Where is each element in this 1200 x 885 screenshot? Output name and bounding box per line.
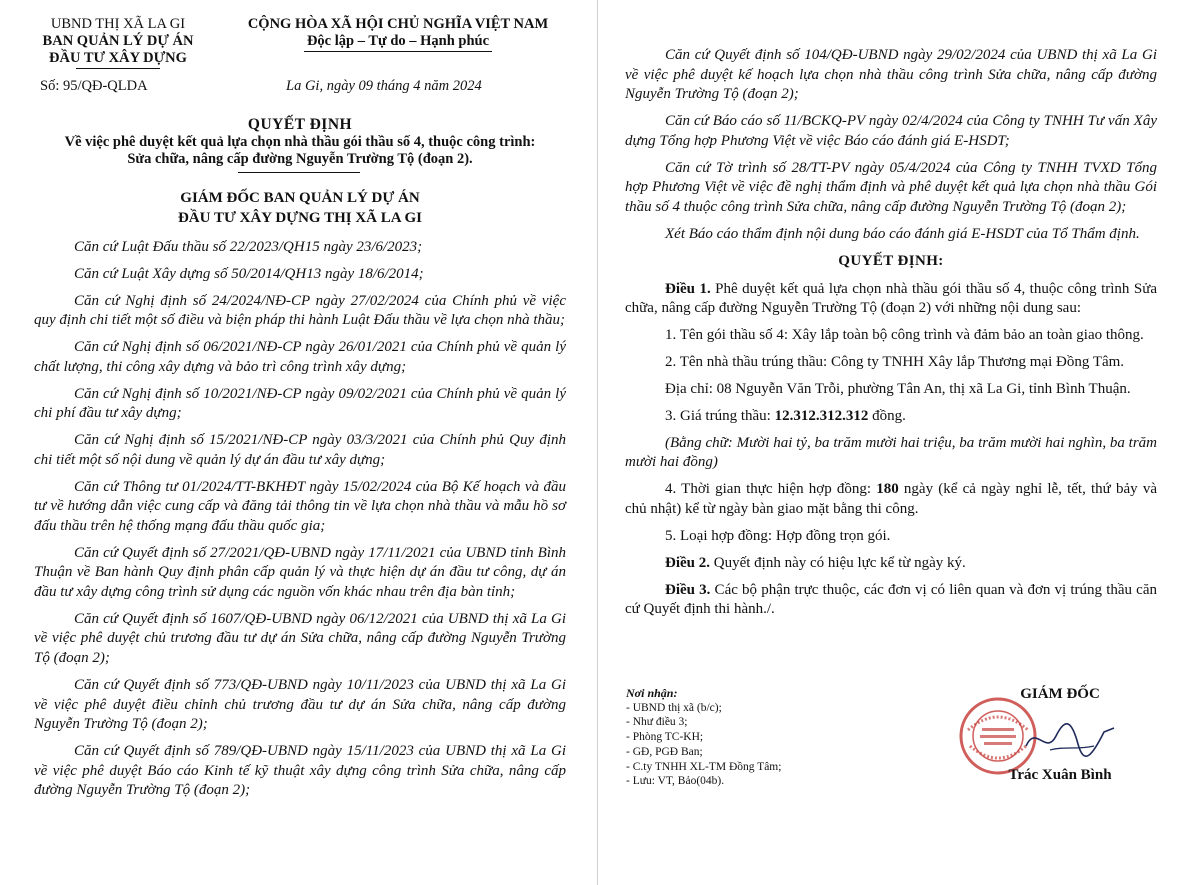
issuing-organization bbox=[28, 16, 208, 69]
legal-basis: Căn cứ Báo cáo số 11/BCKQ-PV ngày 02/4/2024 của Công ty TNHH Tư vấn Xây dựng Tổng hợp Phương Việt về việc Báo cáo đánh giá E-HSDT; bbox=[625, 113, 1157, 149]
item-contract-type: 5. Loại hợp đồng: Hợp đồng trọn gói. bbox=[665, 527, 891, 544]
org-line-3: ĐẦU TƯ XÂY DỰNG bbox=[49, 50, 187, 66]
article-1 bbox=[625, 280, 1157, 319]
recipient-item: - Lưu: VT, Bảo(04b). bbox=[626, 775, 725, 788]
subject-line-1: Về việc phê duyệt kết quả lựa chọn nhà thầu gói thầu số 4, thuộc công trình: bbox=[64, 134, 536, 150]
article-2-text: Quyết định này có hiệu lực kể từ ngày ký. bbox=[710, 554, 966, 571]
authority-line-1: GIÁM ĐỐC BAN QUẢN LÝ DỰ ÁN bbox=[180, 190, 420, 206]
legal-basis: Căn cứ Thông tư 01/2024/TT-BKHĐT ngày 15/02/2024 của Bộ Kế hoạch và đầu tư về hướng dẫn việc cung cấp và đăng tải thông tin về lựa chọn nhà thầu và mẫu hồ sơ đấu thầu trên hệ thống mạng đấu thầu quốc gia; bbox=[34, 478, 566, 534]
nation-motto: Độc lập – Tự do – Hạnh phúc bbox=[306, 33, 490, 49]
duration-text: ngày (kể cả ngày nghỉ lễ, tết, thứ bảy và chủ nhật) kể từ ngày bàn giao mặt bằng thi công. bbox=[625, 481, 1157, 517]
title-underline bbox=[238, 172, 360, 173]
signer-name: Trác Xuân Bình bbox=[1008, 767, 1112, 783]
price-value: 12.312.312.312 bbox=[774, 407, 869, 424]
article-1-text: Phê duyệt kết quả lựa chọn nhà thầu gói thầu số 4, thuộc công trình Sửa chữa, nâng cấp đường Nguyễn Trường Tộ (đoạn 2) với những nội dung sau: bbox=[625, 280, 1157, 317]
recipient-item: - UBND thị xã (b/c); bbox=[626, 701, 722, 714]
legal-basis: Căn cứ Quyết định số 27/2021/QĐ-UBND ngày 17/11/2021 của UBND tỉnh Bình Thuận về Ban hành Quy định phân cấp quản lý và thực hiện dự án đầu tư công, dự án đầu tư xây dựng công trình sử dụng các nguồn vốn khác nhau trên địa bàn tỉnh; bbox=[34, 544, 566, 600]
authority-line-2: ĐẦU TƯ XÂY DỰNG THỊ XÃ LA GI bbox=[177, 210, 423, 226]
document-page-left bbox=[0, 0, 596, 885]
recipient-item: - Phòng TC-KH; bbox=[626, 731, 704, 744]
legal-basis: Căn cứ Nghị định số 24/2024/NĐ-CP ngày 27/02/2024 của Chính phủ về việc quy định chi tiết một số điều và biện pháp thi hành Luật Đấu thầu về lựa chọn nhà thầu; bbox=[34, 292, 566, 329]
price-label: 3. Giá trúng thầu: bbox=[665, 407, 775, 424]
recipients-list bbox=[626, 686, 886, 789]
article-3 bbox=[625, 581, 1157, 620]
signer-role: GIÁM ĐỐC bbox=[1020, 686, 1100, 702]
recipient-item: - Như điều 3; bbox=[626, 716, 688, 729]
decision-body bbox=[625, 46, 1157, 627]
consideration: Xét Báo cáo thẩm định nội dung báo cáo đánh giá E-HSDT của Tổ Thẩm định. bbox=[665, 225, 1140, 242]
legal-basis: Căn cứ Quyết định số 773/QĐ-UBND ngày 10/11/2023 của UBND thị xã La Gi về việc phê duyệt điều chỉnh chủ trương đầu tư dự án Sửa chữa, nâng cấp đường Nguyễn Trường Tộ (đoạn 2); bbox=[34, 676, 566, 733]
article-3-label: Điều 3. bbox=[665, 581, 711, 598]
legal-bases-left bbox=[34, 238, 566, 808]
motto-underline bbox=[304, 51, 492, 52]
item-contract-duration bbox=[625, 480, 1157, 519]
item-winning-price bbox=[625, 407, 1157, 427]
legal-basis: Căn cứ Quyết định số 789/QĐ-UBND ngày 15/11/2023 của UBND thị xã La Gi về việc phê duyệt Báo cáo Kinh tế kỹ thuật xây dựng công trình Sửa chữa, nâng cấp đường Nguyễn Trường Tộ (đoạn 2); bbox=[34, 743, 566, 799]
legal-basis: Căn cứ Luật Đấu thầu số 22/2023/QH15 ngày 23/6/2023; bbox=[74, 239, 423, 255]
legal-basis: Căn cứ Quyết định số 104/QĐ-UBND ngày 29/02/2024 của UBND thị xã La Gi về việc phê duyệt kế hoạch lựa chọn nhà thầu công trình Sửa chữa, nâng cấp đường Nguyễn Trường Tộ (đoạn 2); bbox=[625, 47, 1157, 103]
nation-title: CỘNG HÒA XÃ HỘI CHỦ NGHĨA VIỆT NAM bbox=[247, 16, 549, 32]
national-motto bbox=[214, 16, 582, 52]
item-package-name: 1. Tên gói thầu số 4: Xây lắp toàn bộ công trình và đảm bảo an toàn giao thông. bbox=[665, 327, 1144, 344]
article-2 bbox=[625, 554, 1157, 574]
legal-basis: Căn cứ Quyết định số 1607/QĐ-UBND ngày 06/12/2021 của UBND thị xã La Gi về việc phê duyệt chủ trương đầu tư dự án Sửa chữa, nâng cấp đường Nguyễn Trường Tộ (đoạn 2); bbox=[34, 610, 566, 667]
legal-basis: Căn cứ Nghị định số 10/2021/NĐ-CP ngày 09/02/2021 của Chính phủ về quản lý chi phí đầu tư xây dựng; bbox=[34, 385, 566, 422]
legal-basis: Căn cứ Nghị định số 15/2021/NĐ-CP ngày 03/3/2021 của Chính phủ Quy định chi tiết một số nội dung về quản lý dự án đầu tư xây dựng; bbox=[34, 432, 566, 468]
document-date: La Gi, ngày 09 tháng 4 năm 2024 bbox=[286, 78, 482, 94]
recipients-heading: Nơi nhận: bbox=[626, 686, 678, 700]
document-number: Số: 95/QĐ-QLDA bbox=[40, 78, 148, 94]
page-divider bbox=[597, 0, 598, 885]
item-winning-contractor: 2. Tên nhà thầu trúng thầu: Công ty TNHH Xây lắp Thương mại Đồng Tâm. bbox=[665, 354, 1125, 371]
document-kind: QUYẾT ĐỊNH bbox=[247, 116, 353, 133]
price-unit: đồng. bbox=[868, 407, 906, 424]
duration-label: 4. Thời gian thực hiện hợp đồng: bbox=[665, 481, 877, 498]
article-3-text: Các bộ phận trực thuộc, các đơn vị có liên quan và đơn vị trúng thầu căn cứ Quyết định thi hành./. bbox=[625, 581, 1157, 618]
article-2-label: Điều 2. bbox=[665, 554, 710, 571]
legal-basis: Căn cứ Nghị định số 06/2021/NĐ-CP ngày 26/01/2021 của Chính phủ về quản lý chất lượng, thi công xây dựng và bảo trì công trình xây dựng; bbox=[34, 339, 566, 375]
price-in-words: (Bằng chữ: Mười hai tỷ, ba trăm mười hai triệu, ba trăm mười hai nghìn, ba trăm mười hai đồng) bbox=[625, 434, 1157, 471]
org-line-2: BAN QUẢN LÝ DỰ ÁN bbox=[42, 33, 194, 49]
subject-line-2: Sửa chữa, nâng cấp đường Nguyễn Trường Tộ (đoạn 2). bbox=[127, 151, 473, 167]
org-line-1: UBND THỊ XÃ LA GI bbox=[50, 16, 186, 32]
duration-value: 180 bbox=[876, 481, 899, 498]
legal-basis: Căn cứ Tờ trình số 28/TT-PV ngày 05/4/2024 của Công ty TNHH TVXD Tổng hợp Phương Việt về việc đề nghị thẩm định và phê duyệt kết quả lựa chọn nhà thầu Gói thầu số 4 thuộc công trình Sửa chữa, nâng cấp đường Nguyễn Trường Tộ (đoạn 2); bbox=[625, 159, 1157, 215]
signature-block bbox=[960, 686, 1160, 784]
item-contractor-address: Địa chỉ: 08 Nguyễn Văn Trỗi, phường Tân An, thị xã La Gi, tỉnh Bình Thuận. bbox=[665, 381, 1131, 398]
document-page-right bbox=[600, 0, 1200, 885]
org-underline bbox=[76, 68, 160, 69]
decision-heading: QUYẾT ĐỊNH: bbox=[838, 253, 944, 270]
recipient-item: - GĐ, PGĐ Ban; bbox=[626, 745, 703, 758]
recipient-item: - C.ty TNHH XL-TM Đồng Tâm; bbox=[626, 760, 782, 773]
legal-basis: Căn cứ Luật Xây dựng số 50/2014/QH13 ngày 18/6/2014; bbox=[74, 265, 424, 282]
article-1-label: Điều 1. bbox=[665, 280, 711, 297]
